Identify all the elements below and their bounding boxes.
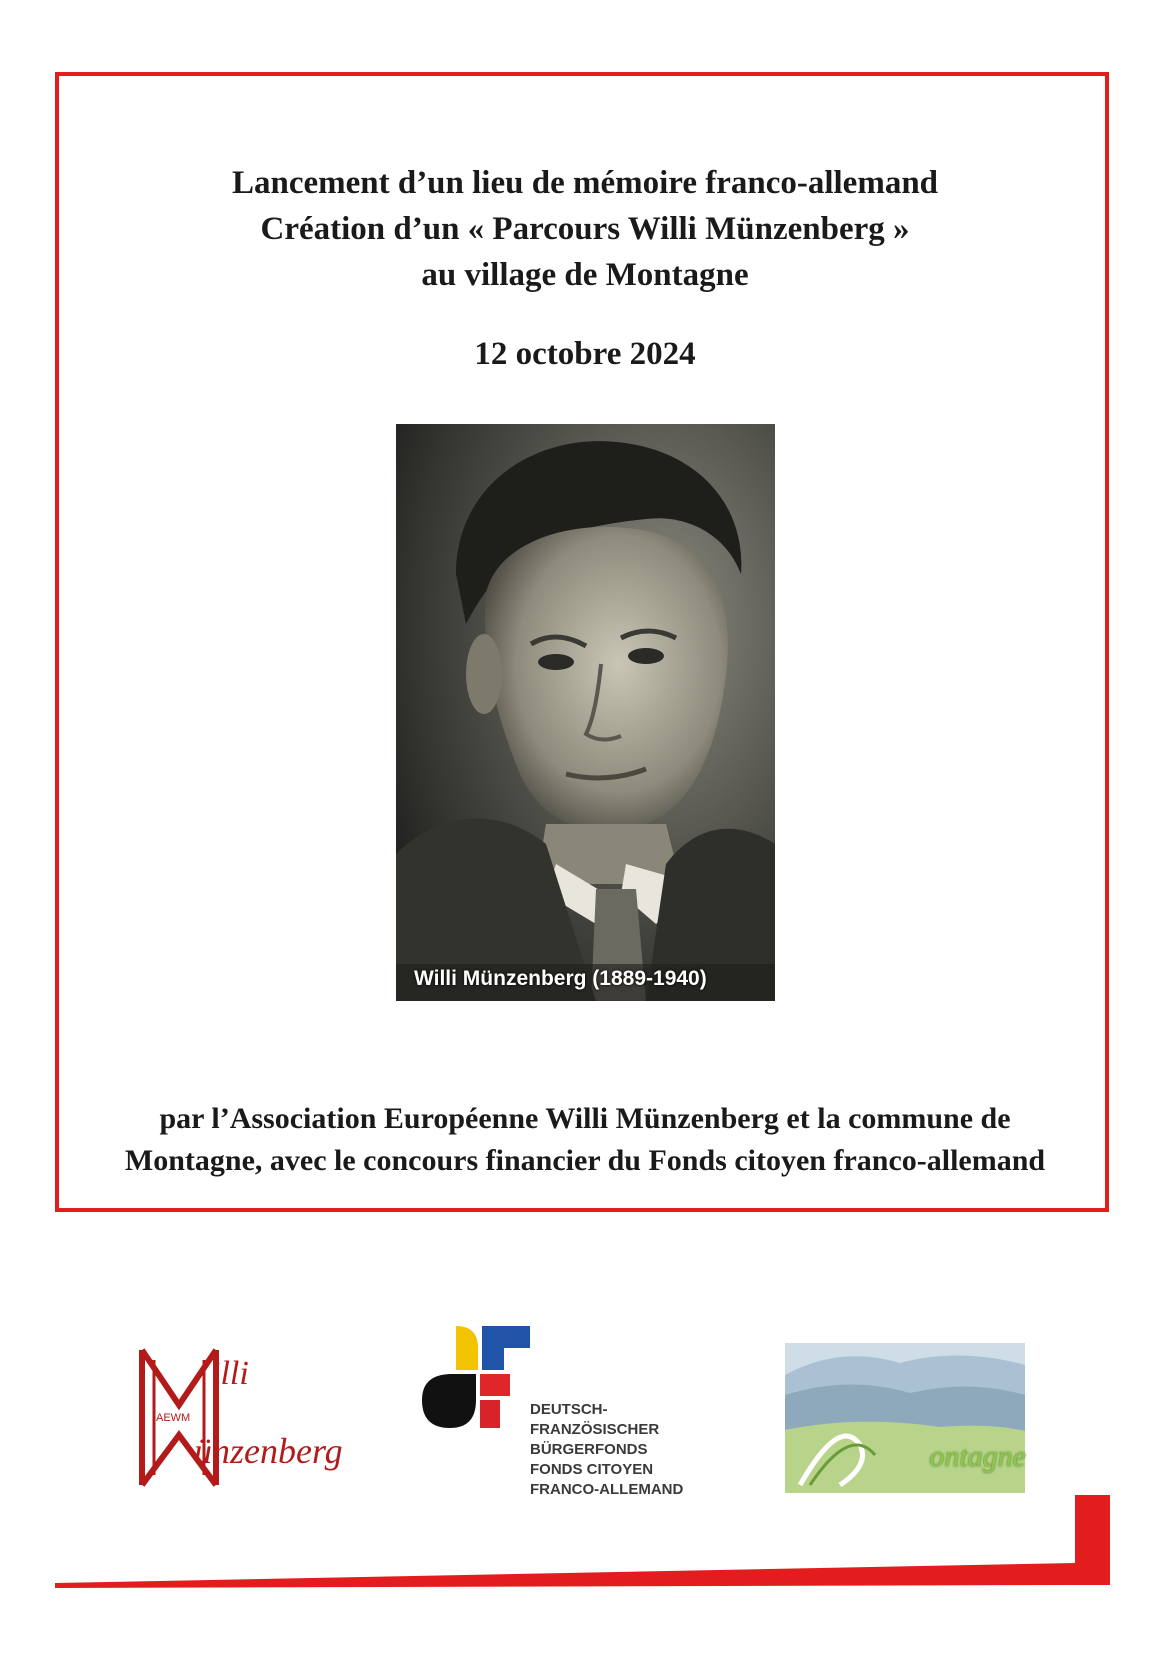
aewm-name-part2: ünzenberg bbox=[194, 1431, 343, 1471]
page-title bbox=[55, 160, 1115, 298]
aewm-logo bbox=[126, 1335, 388, 1495]
credits-line-2: Montagne, avec le concours financier du Fonds citoyen franco-allemand bbox=[124, 1144, 1046, 1177]
title-line-2: Création d’un « Parcours Willi Münzenberg » bbox=[260, 211, 910, 247]
montagne-wordmark: ontagne bbox=[929, 1440, 1026, 1473]
montagne-logo bbox=[780, 1335, 1036, 1500]
dff-line: DEUTSCH- bbox=[530, 1401, 608, 1418]
credits-line-1: par l’Association Européenne Willi Münzenberg et la commune de bbox=[159, 1102, 1011, 1135]
credits-text bbox=[55, 1098, 1115, 1182]
portrait-image bbox=[396, 424, 775, 1001]
event-date: 12 octobre 2024 bbox=[474, 336, 696, 372]
dff-symbol-icon bbox=[420, 1320, 530, 1430]
aewm-abbrev: AEWM bbox=[156, 1412, 191, 1424]
dff-line: FRANCO-ALLEMAND bbox=[530, 1481, 684, 1498]
title-line-1: Lancement d’un lieu de mémoire franco-allemand bbox=[231, 165, 939, 201]
dff-line: FRANZÖSISCHER bbox=[530, 1421, 660, 1438]
dff-line: FONDS CITOYEN bbox=[530, 1461, 654, 1478]
dff-wordmark bbox=[530, 1400, 683, 1500]
aewm-name-part1: illi bbox=[211, 1355, 249, 1392]
photo-caption: Willi Münzenberg (1889-1940) bbox=[414, 967, 707, 990]
portrait-photo bbox=[396, 424, 775, 1001]
dff-logo bbox=[420, 1320, 700, 1520]
title-line-3: au village de Montagne bbox=[421, 257, 749, 293]
montagne-landscape-icon bbox=[780, 1335, 1036, 1500]
dff-line: BÜRGERFONDS bbox=[530, 1441, 648, 1458]
